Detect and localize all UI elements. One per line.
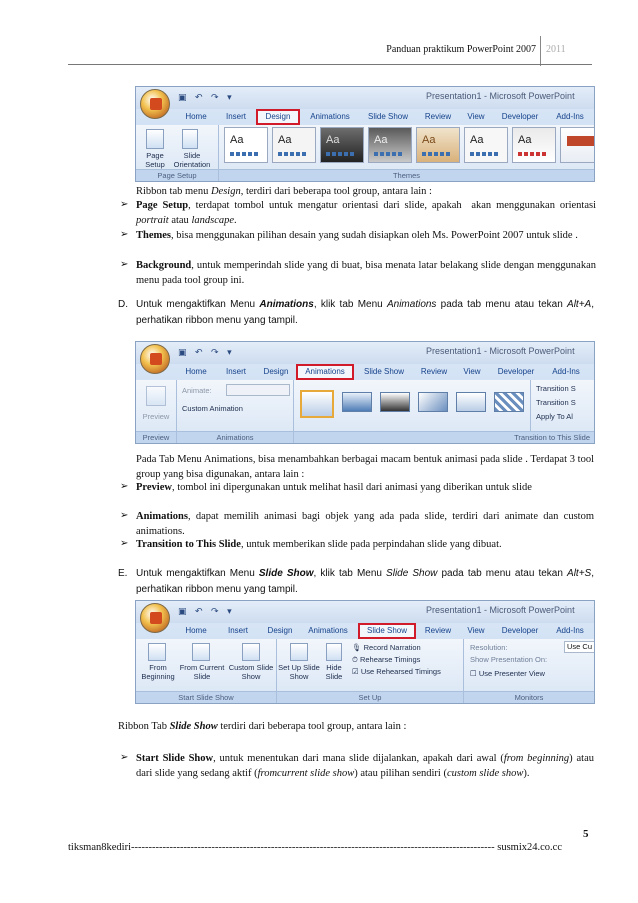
ribbon-tabs	[172, 623, 594, 639]
from-current-slide-icon[interactable]	[192, 643, 210, 661]
slide-orientation-icon[interactable]	[182, 129, 198, 149]
tab-add-ins[interactable]: Add-Ins	[552, 367, 580, 376]
theme-2[interactable]: Aa	[272, 127, 316, 163]
resolution-label: Resolution:	[470, 643, 508, 652]
tab-insert[interactable]: Insert	[225, 367, 246, 376]
tab-add-ins[interactable]: Add-Ins	[556, 112, 584, 121]
theme-5[interactable]: Aa	[416, 127, 460, 163]
tab-insert[interactable]: Insert	[225, 112, 246, 121]
ribbon-slide-show	[135, 600, 595, 704]
slideshow-intro: Ribbon Tab Slide Show terdiri dari beberapa tool group, antara lain :	[118, 721, 407, 732]
tab-developer[interactable]: Developer	[501, 626, 539, 635]
tab-animations[interactable]: Animations	[308, 626, 348, 635]
tab-animations[interactable]: Animations	[310, 112, 350, 121]
tab-view[interactable]: View	[463, 367, 481, 376]
show-presentation-on[interactable]: Show Presentation On:	[470, 655, 548, 664]
bullet-icon: ➢	[120, 752, 129, 763]
bullet-icon: ➢	[120, 510, 129, 521]
transition-dissolve[interactable]	[418, 392, 448, 412]
theme-office[interactable]: Aa	[224, 127, 268, 163]
office-button[interactable]	[140, 344, 170, 374]
set-up-slide-show-icon[interactable]	[290, 643, 308, 661]
slide-orientation-button[interactable]: Slide Orientation	[173, 151, 211, 169]
header-year: 2011	[546, 44, 566, 55]
office-button[interactable]	[140, 603, 170, 633]
bullet-themes: Themes, bisa menggunakan pilihan desain yang sudah disiapkan oleh Ms. PowerPoint 2007 untuk slide .	[136, 230, 578, 241]
clock-icon: ⏱	[352, 655, 360, 664]
resolution-dropdown[interactable]: Use Cu	[564, 641, 595, 653]
group-transition: Transition to This Slide	[294, 431, 594, 443]
tab-home[interactable]: Home	[185, 112, 207, 121]
animate-dropdown[interactable]	[226, 384, 290, 396]
bullet-preview: Preview, tombol ini dipergunakan untuk melihat hasil dari animasi yang diberikan untuk slide	[136, 482, 532, 493]
header-rule	[68, 64, 592, 65]
office-button[interactable]	[140, 89, 170, 119]
tab-developer[interactable]: Developer	[497, 367, 535, 376]
section-d-letter: D.	[118, 299, 128, 310]
preview-icon[interactable]	[146, 386, 166, 406]
set-up-slide-show-button[interactable]: Set Up Slide Show	[278, 663, 320, 681]
use-rehearsed-timings-checkbox[interactable]: ☑ Use Rehearsed Timings	[352, 667, 441, 676]
theme-3[interactable]: Aa	[320, 127, 364, 163]
window-title: Presentation1 - Microsoft PowerPoint	[426, 91, 575, 101]
from-current-slide-button[interactable]: From Current Slide	[179, 663, 225, 681]
transition-sound[interactable]: Transition S	[536, 384, 576, 393]
use-presenter-view-checkbox[interactable]: ☐ Use Presenter View	[470, 669, 545, 678]
theme-7[interactable]: Aa	[512, 127, 556, 163]
tab-home[interactable]: Home	[185, 626, 207, 635]
bullet-icon: ➢	[120, 259, 129, 270]
bullet-animations: Animations, dapat memilih animasi bagi objek yang ada pada slide, terdiri dari animate dan custom animations.	[136, 511, 594, 537]
transition-wipe[interactable]	[456, 392, 486, 412]
record-narration-button[interactable]: 🎙 Record Narration	[352, 643, 421, 652]
checkbox-checked-icon: ☑	[352, 667, 361, 676]
bullet-start-slide-show: Start Slide Show, untuk menentukan dari mana slide dijalankan, apakah dari awal (from beginning) atau dari slide yang sedang aktif (fromcurrent slide show) atau pilihan sendiri (custom slide show).	[136, 753, 594, 779]
theme-4[interactable]: Aa	[368, 127, 412, 163]
preview-button[interactable]: Preview	[142, 412, 170, 421]
from-beginning-button[interactable]: From Beginning	[141, 663, 175, 681]
bullet-icon: ➢	[120, 199, 129, 210]
group-start-slide-show: Start Slide Show	[136, 691, 276, 703]
design-intro: Ribbon tab menu Design, terdiri dari beberapa tool group, antara lain :	[136, 186, 432, 197]
theme-6[interactable]: Aa	[464, 127, 508, 163]
tab-design[interactable]: Design	[263, 367, 289, 376]
custom-slide-show-button[interactable]: Custom Slide Show	[228, 663, 274, 681]
custom-slide-show-icon[interactable]	[242, 643, 260, 661]
section-d-text: Untuk mengaktifkan Menu Animations, klik tab Menu Animations pada tab menu atau tekan Alt+A, perhatikan ribbon menu yang tampil.	[136, 299, 594, 326]
header-title: Panduan praktikum PowerPoint 2007	[386, 44, 536, 55]
tab-animations[interactable]: Animations	[296, 364, 354, 380]
tab-design[interactable]: Design	[256, 109, 300, 125]
bullet-icon: ➢	[120, 538, 129, 549]
from-beginning-icon[interactable]	[148, 643, 166, 661]
group-page-setup: Page Setup	[136, 169, 218, 181]
animate-label: Animate:	[182, 386, 212, 395]
ribbon-tabs	[172, 364, 594, 380]
tab-view[interactable]: View	[467, 112, 485, 121]
group-preview: Preview	[136, 431, 176, 443]
transition-checker[interactable]	[494, 392, 524, 412]
bullet-background: Background, untuk memperindah slide yang di buat, bisa menata latar belakang slide dengan menggunakan menu pada tool group ini.	[136, 260, 596, 286]
page-setup-icon[interactable]	[146, 129, 164, 149]
group-themes: Themes	[219, 169, 594, 181]
tab-slide-show[interactable]: Slide Show	[358, 623, 416, 639]
custom-animation-button[interactable]: Custom Animation	[182, 404, 243, 413]
ribbon-body	[136, 125, 594, 181]
bullet-icon: ➢	[120, 481, 129, 492]
group-animations: Animations	[177, 431, 293, 443]
transition-none[interactable]	[300, 390, 334, 418]
tab-review[interactable]: Review	[420, 367, 448, 376]
theme-8[interactable]	[560, 127, 595, 163]
quick-access-toolbar[interactable]: ▣ ↶ ↷ ▾	[178, 92, 235, 102]
tab-add-ins[interactable]: Add-Ins	[556, 626, 584, 635]
microphone-icon: 🎙	[352, 643, 364, 652]
ribbon-animations	[135, 341, 595, 444]
ribbon-design	[135, 86, 595, 182]
header-divider	[540, 36, 541, 66]
window-title: Presentation1 - Microsoft PowerPoint	[426, 605, 575, 615]
group-set-up: Set Up	[277, 691, 463, 703]
quick-access-toolbar[interactable]: ▣ ↶ ↷ ▾	[178, 606, 235, 616]
ribbon-tabs	[172, 109, 594, 125]
tab-slide-show[interactable]: Slide Show	[367, 112, 409, 121]
window-title: Presentation1 - Microsoft PowerPoint	[426, 346, 575, 356]
bullet-page-setup: Page Setup, terdapat tombol untuk mengatur orientasi dari slide, apakah akan menggunakan orientasi portrait atau landscape.	[136, 200, 596, 226]
footer: tiksman8kediri-------------------------------------------------------------------------------------------------------- susmix24.co.cc	[68, 842, 562, 853]
bullet-icon: ➢	[120, 229, 129, 240]
ribbon-body	[136, 639, 594, 703]
page-number: 5	[583, 828, 589, 840]
section-e-letter: E.	[118, 568, 128, 579]
apply-to-all[interactable]: Apply To Al	[536, 412, 573, 421]
section-e-text: Untuk mengaktifkan Menu Slide Show, klik tab Menu Slide Show pada tab menu atau tekan Alt+S, perhatikan ribbon menu yang tampil.	[136, 568, 594, 595]
tab-insert[interactable]: Insert	[227, 626, 248, 635]
quick-access-toolbar[interactable]: ▣ ↶ ↷ ▾	[178, 347, 235, 357]
transition-black[interactable]	[380, 392, 410, 412]
tab-review[interactable]: Review	[424, 626, 452, 635]
tab-slide-show[interactable]: Slide Show	[363, 367, 405, 376]
tab-home[interactable]: Home	[185, 367, 207, 376]
rehearse-timings-button[interactable]: ⏱ Rehearse Timings	[352, 655, 421, 664]
tab-design[interactable]: Design	[267, 626, 293, 635]
tab-review[interactable]: Review	[424, 112, 452, 121]
bullet-transition: Transition to This Slide, untuk memberikan slide pada perpindahan slide yang dibuat.	[136, 539, 502, 550]
tab-view[interactable]: View	[467, 626, 485, 635]
ribbon-body	[136, 380, 594, 443]
hide-slide-icon[interactable]	[326, 643, 342, 661]
checkbox-icon: ☐	[470, 669, 479, 678]
tab-developer[interactable]: Developer	[501, 112, 539, 121]
page-setup-button[interactable]: Page Setup	[145, 151, 165, 169]
group-monitors: Monitors	[464, 691, 594, 703]
transition-fade[interactable]	[342, 392, 372, 412]
animations-intro: Pada Tab Menu Animations, bisa menambahkan berbagai macam bentuk animasi pada slide . Terdapat 3 tool group yang bisa digunakan, antara lain :	[136, 454, 594, 480]
transition-speed[interactable]: Transition S	[536, 398, 576, 407]
hide-slide-button[interactable]: Hide Slide	[325, 663, 343, 681]
